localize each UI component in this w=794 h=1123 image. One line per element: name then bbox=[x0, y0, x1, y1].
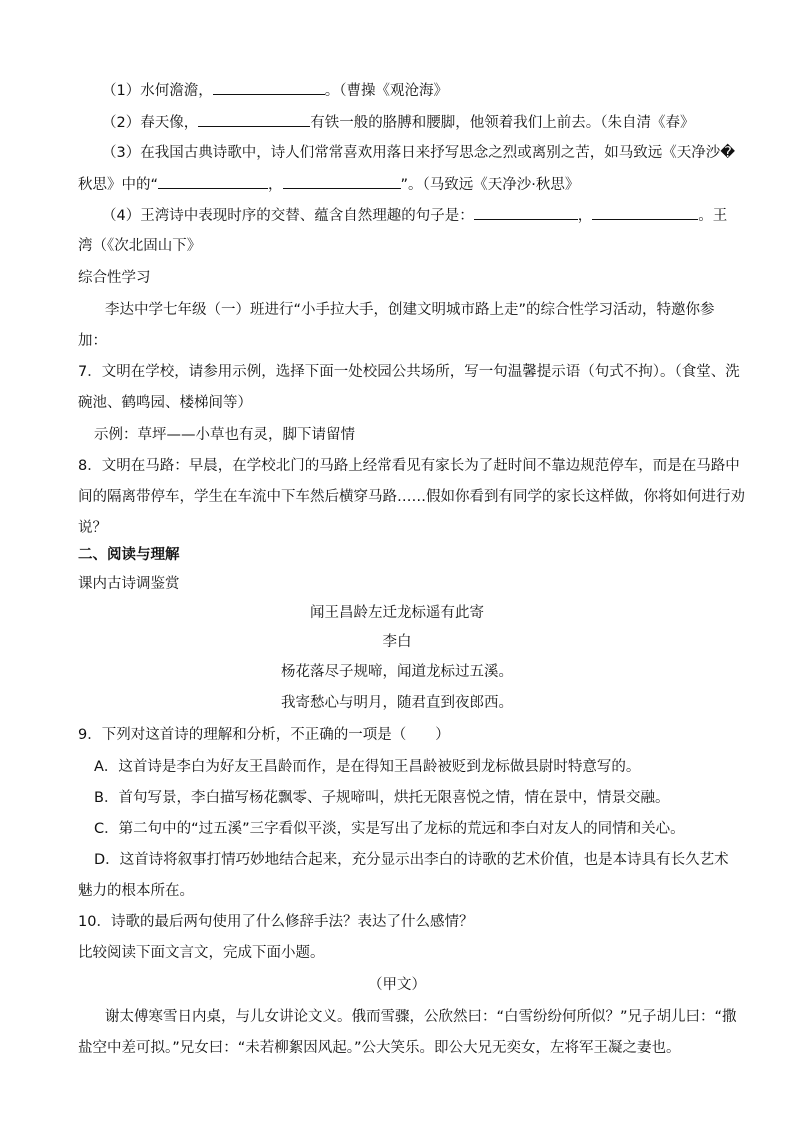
answer-blank[interactable] bbox=[592, 205, 698, 220]
poem-line-2: 我寄愁心与明月，随君直到夜郎西。 bbox=[281, 695, 513, 711]
question-9-option-c: C．第二句中的“过五溪”三字看似平淡，实是写出了龙标的荒远和李白对友人的同情和关心。 bbox=[94, 821, 685, 837]
question-8-line-1: 8．文明在马路：早晨，在学校北门的马路上经常看见有家长为了赶时间不靠边规范停车，而是在马路中 bbox=[78, 458, 740, 474]
poem-fill-q1 bbox=[102, 80, 448, 101]
question-9-option-d-line-1: D．这首诗将叙事打情巧妙地结合起来，充分显示出李白的诗歌的艺术价值，也是本诗具有长久艺术 bbox=[94, 852, 729, 868]
question-7-example: 示例：草坪——小草也有灵，脚下请留情 bbox=[94, 427, 355, 443]
q2-text-a: 春天像， bbox=[140, 115, 199, 131]
question-9-option-a: A．这首诗是李白为好友王昌龄而作，是在得知王昌龄被贬到龙标做县尉时特意写的。 bbox=[94, 759, 641, 775]
text-a-line-2: 盐空中差可拟。”兄女曰：“未若柳絮因风起。”公大笑乐。即公大兄无奕女，左将军王凝之妻也。 bbox=[78, 1040, 681, 1056]
q4-text-b: ， bbox=[577, 208, 593, 224]
q4-text-c: 。王 bbox=[698, 208, 728, 224]
comprehensive-heading: 综合性学习 bbox=[78, 270, 151, 286]
poem-line-1: 杨花落尽子规啼，闻道龙标过五溪。 bbox=[281, 664, 513, 680]
question-9: 9．下列对这首诗的理解和分析，不正确的一项是（ ） bbox=[78, 727, 450, 743]
text-a-line-1: 谢太傅寒雪日内桌，与儿女讲论文义。俄而雪骤，公欣然曰：“白雪纷纷何所似？”兄子胡儿曰：“撒 bbox=[105, 1009, 737, 1025]
poem-title: 闻王昌龄左迁龙标遥有此寄 bbox=[310, 605, 484, 621]
answer-blank[interactable] bbox=[158, 174, 268, 189]
q4-text-a: 王湾诗中表现时序的交替、蕴含自然理趣的句子是： bbox=[140, 208, 474, 224]
poem-fill-q2 bbox=[102, 112, 694, 133]
q3-cont-c: ”。（马致远《天净沙·秋思》 bbox=[400, 177, 580, 193]
q3-cont-b: ， bbox=[268, 177, 283, 193]
answer-blank[interactable] bbox=[213, 80, 325, 95]
q2-text-b: 有铁一般的胳膊和腰脚，他领着我们上前去。（朱自清《春》 bbox=[310, 115, 695, 131]
question-9-option-d-line-2: 魅力的根本所在。 bbox=[78, 883, 194, 899]
question-10: 10．诗歌的最后两句使用了什么修辞手法？表达了什么感情？ bbox=[78, 914, 474, 930]
q2-number: （2） bbox=[102, 115, 141, 131]
comprehensive-intro-line-2: 加： bbox=[78, 333, 107, 349]
poem-fill-q3-cont bbox=[78, 174, 579, 195]
answer-blank[interactable] bbox=[198, 112, 310, 127]
text-a-title: （甲文） bbox=[368, 977, 426, 993]
poem-author: 李白 bbox=[382, 634, 412, 650]
answer-blank[interactable] bbox=[283, 174, 401, 189]
q1-number: （1） bbox=[102, 83, 141, 99]
poem-fill-q4 bbox=[102, 205, 727, 226]
comprehensive-intro-line-1: 李达中学七年级（一）班进行“小手拉大手，创建文明城市路上走”的综合性学习活动，特邀你参 bbox=[105, 302, 715, 318]
question-8-line-2: 间的隔离带停车，学生在车流中下车然后横穿马路……假如你看到有同学的家长这样做，你将如何进行劝 bbox=[78, 489, 745, 505]
poem-fill-q3 bbox=[102, 143, 735, 163]
question-7-line-2: 碗池、鹤鸣园、楼梯间等） bbox=[78, 395, 252, 411]
q3-number: （3） bbox=[102, 145, 141, 161]
question-8-line-3: 说？ bbox=[78, 520, 107, 536]
compare-instruction: 比较阅读下面文言文，完成下面小题。 bbox=[78, 945, 325, 961]
q3-cont-a: 秋思》中的“ bbox=[78, 177, 159, 193]
section-title: 二、阅读与理解 bbox=[78, 547, 180, 563]
question-7-line-1: 7．文明在学校，请参用示例，选择下面一处校园公共场所，写一句温馨提示语（句式不拘）。（食堂、洗 bbox=[78, 364, 740, 380]
q3-text-a: 在我国古典诗歌中，诗人们常常喜欢用落日来抒写思念之烈或离别之苦，如马致远《天净沙� bbox=[140, 145, 736, 161]
q1-text-a: 水何澹澹， bbox=[140, 83, 213, 99]
subsection-title: 课内古诗调鉴赏 bbox=[78, 576, 180, 592]
poem-fill-q4-cont: 湾（《次北固山下》 bbox=[78, 238, 202, 254]
answer-blank[interactable] bbox=[474, 205, 578, 220]
question-9-option-b: B．首句写景，李白描写杨花飘零、子规啼叫，烘托无限喜悦之情，情在景中，情景交融。 bbox=[94, 790, 670, 806]
q4-number: （4） bbox=[102, 208, 141, 224]
q1-text-b: 。（曹操《观沧海》 bbox=[324, 83, 448, 99]
